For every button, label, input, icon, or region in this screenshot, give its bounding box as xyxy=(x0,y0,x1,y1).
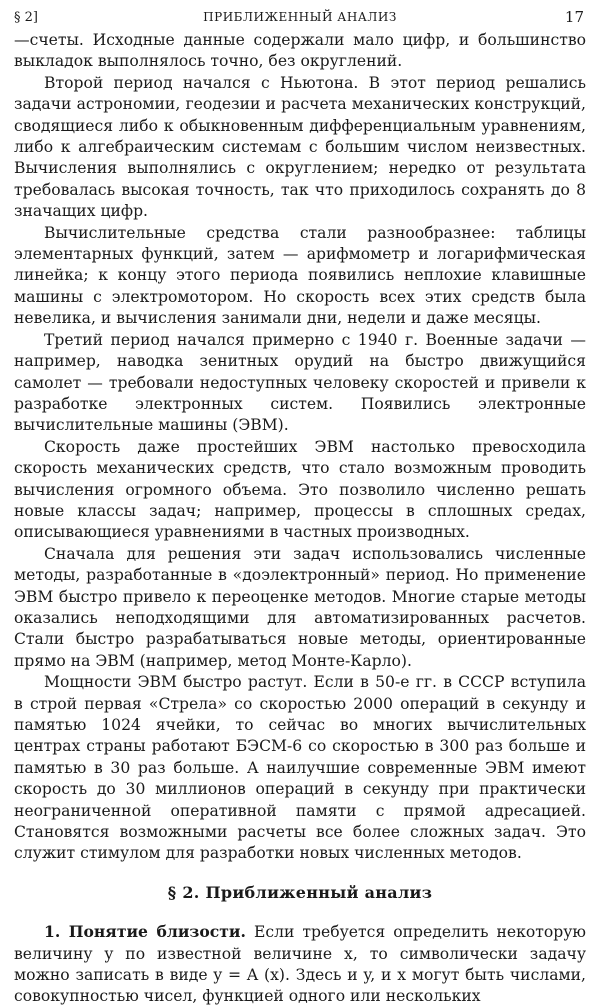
body-text xyxy=(14,30,586,1008)
page-number: 17 xyxy=(564,8,584,26)
paragraph: Скорость даже простейших ЭВМ настолько превосходила скорость механических средств, что стало возможным проводить вычисления огромного объема. Это позволило численно решать новые классы задач; например, процессы в сплошных средах, описывающиеся уравнениями в частных производных. xyxy=(14,437,586,542)
section-heading: § 2. Приближенный анализ xyxy=(167,882,433,902)
paragraph: Мощности ЭВМ быстро растут. Если в 50-е гг. в СССР вступила в строй первая «Стрела» со скоростью 2000 операций в секунду и памятью 1024 ячейки, то сейчас во многих вычислительных центрах страны работают БЭСМ-6 со скоростью в 300 раз больше и памятью в 30 раз больше. А наилучшие современные ЭВМ имеют скорость до 30 миллионов операций в секунду при практически неограниченной оперативной памяти с прямой адресацией. Становятся возможными расчеты все более сложных задач. Это служит стимулом для разработки новых численных методов. xyxy=(14,673,586,863)
subsection-text: Если требуется определить некоторую величину y по известной величине x, то символически задачу можно записать в виде y = A (x). Здесь и y, и x могут быть числами, совокупностью чисел, функцией одного или нескольких xyxy=(14,923,586,1006)
running-head xyxy=(14,6,586,30)
section-mark: § 2] xyxy=(14,10,38,25)
paragraph: Третий период начался примерно с 1940 г. Военные задачи — например, наводка зенитных орудий на быстро движущийся самолет — требовали недоступных человеку скоростей и привели к разработке электронных систем. Появились электронные вычислительные машины (ЭВМ). xyxy=(14,330,586,435)
paragraph: Второй период начался с Ньютона. В этот период решались задачи астрономии, геодезии и расчета механических конструкций, сводящиеся либо к обыкновенным дифференциальным уравнениям, либо к алгебраическим системам с большим числом неизвестных. Вычисления выполнялись с округлением; нередко от результата требовалась высокая точность, так что приходилось сохранять до 8 значащих цифр. xyxy=(14,73,586,221)
paragraph-continuation: —счеты. Исходные данные содержали мало цифр, и большинство выкладок выполнялось точно, без округлений. xyxy=(14,31,586,71)
subsection-paragraph xyxy=(14,921,586,1008)
paragraph: Сначала для решения эти задач использовались численные методы, разработанные в «доэлектронный» период. Но применение ЭВМ быстро привело к переоценке методов. Многие старые методы оказались неподходящими для автоматизированных расчетов. Стали быстро разрабатываться новые методы, ориентированные прямо на ЭВМ (например, метод Монте-Карло). xyxy=(14,544,586,670)
running-title: ПРИБЛИЖЕННЫЙ АНАЛИЗ xyxy=(203,10,397,24)
subsection-title: 1. Понятие близости. xyxy=(44,922,246,942)
paragraph: Вычислительные средства стали разнообразнее: таблицы элементарных функций, затем — арифмометр и логарифмическая линейка; к концу этого периода появились неплохие клавишные машины с электромотором. Но скорость всех этих средств была невелика, и вычисления занимали дни, недели и даже месяцы. xyxy=(14,223,586,328)
